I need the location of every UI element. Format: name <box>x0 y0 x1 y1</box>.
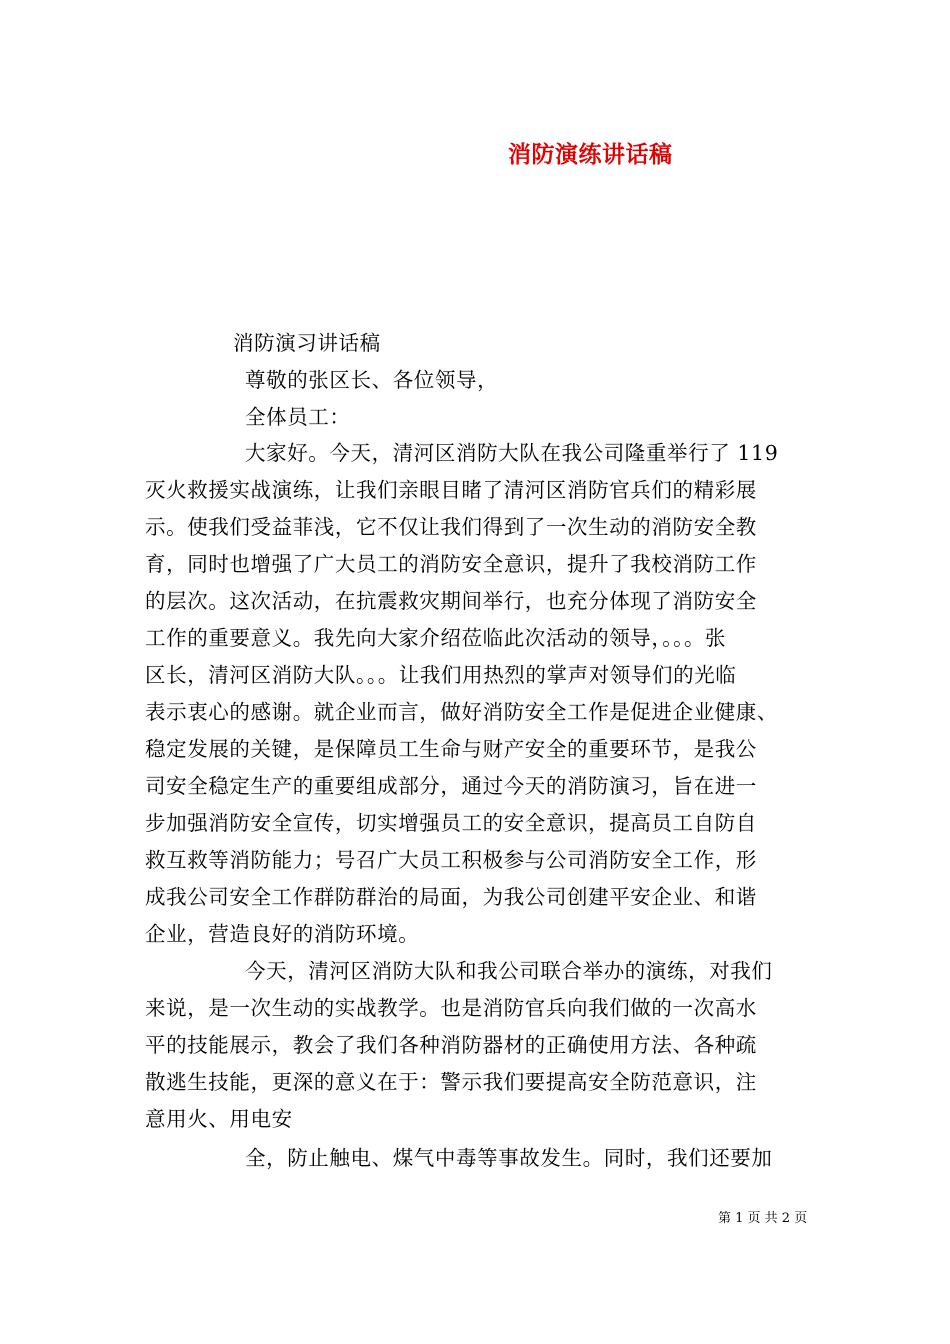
body-line: 来说，是一次生动的实战教学。也是消防官兵向我们做的一次高水 <box>145 996 757 1020</box>
body-line: 大家好。今天，清河区消防大队在我公司隆重举行了 119 <box>245 441 779 465</box>
page-number-footer: 第 1 页 共 2 页 <box>718 1211 808 1226</box>
body-line: 育，同时也增强了广大员工的消防安全意识，提升了我校消防工作 <box>145 552 757 576</box>
body-line: 救互救等消防能力；号召广大员工积极参与公司消防安全工作，形 <box>145 848 757 872</box>
body-line: 成我公司安全工作群防群治的局面，为我公司创建平安企业、和谐 <box>145 885 757 909</box>
page-title: 消防演练讲话稿 <box>508 141 673 168</box>
salutation-line: 全体员工： <box>245 405 351 429</box>
body-line: 企业，营造良好的消防环境。 <box>145 922 420 946</box>
body-line: 区长，清河区消防大队。。。让我们用热烈的掌声对领导们的光临 <box>145 663 737 687</box>
body-line: 步加强消防安全宣传，切实增强员工的安全意识，提高员工自防自 <box>145 811 757 835</box>
body-line: 工作的重要意义。我先向大家介绍莅临此次活动的领导，。。。张 <box>145 626 727 650</box>
body-line: 灭火救援实战演练，让我们亲眼目睹了清河区消防官兵们的精彩展 <box>145 478 757 502</box>
body-line: 稳定发展的关键，是保障员工生命与财产安全的重要环节，是我公 <box>145 737 757 761</box>
body-line: 意用火、用电安 <box>145 1107 293 1131</box>
body-line: 全，防止触电、煤气中毒等事故发生。同时，我们还要加 <box>245 1146 773 1170</box>
body-line: 平的技能展示，教会了我们各种消防器材的正确使用方法、各种疏 <box>145 1033 757 1057</box>
body-line: 今天，清河区消防大队和我公司联合举办的演练，对我们 <box>245 959 773 983</box>
body-line: 散逃生技能，更深的意义在于：警示我们要提高安全防范意识，注 <box>145 1070 757 1094</box>
body-line: 司安全稳定生产的重要组成部分，通过今天的消防演习，旨在进一 <box>145 774 757 798</box>
speech-heading: 消防演习讲话稿 <box>233 331 381 355</box>
salutation-line: 尊敬的张区长、各位领导， <box>245 368 499 392</box>
body-line: 的层次。这次活动，在抗震救灾期间举行，也充分体现了消防安全 <box>145 589 757 613</box>
body-line: 表示衷心的感谢。就企业而言，做好消防安全工作是促进企业健康、 <box>145 700 778 724</box>
body-line: 示。使我们受益菲浅，它不仅让我们得到了一次生动的消防安全教 <box>145 515 757 539</box>
